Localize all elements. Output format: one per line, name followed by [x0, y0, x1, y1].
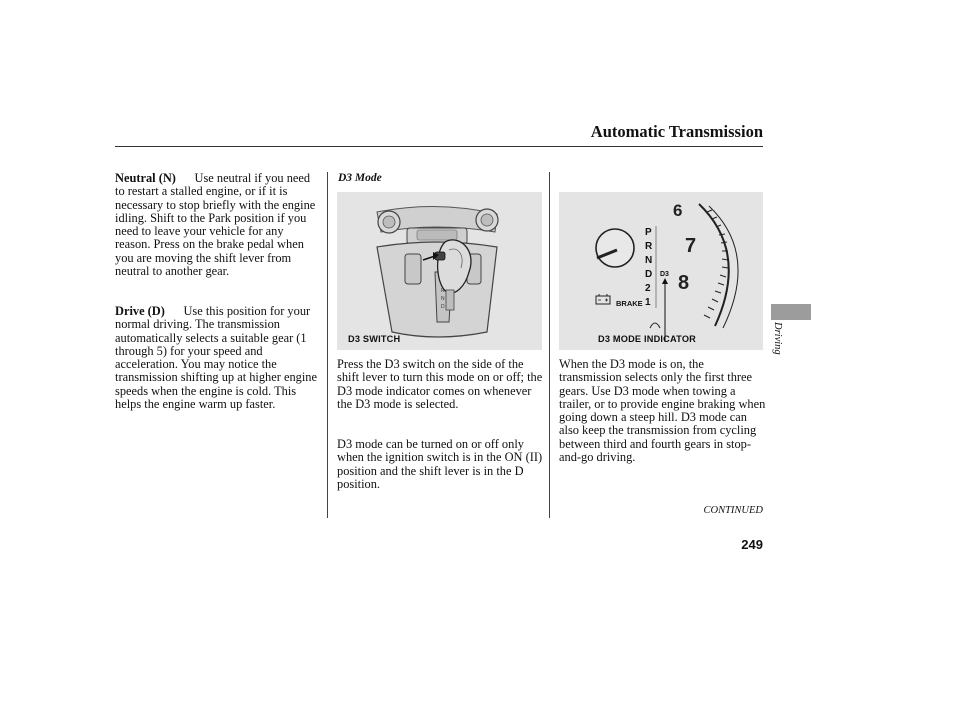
instrument-cluster-illustration — [559, 192, 763, 350]
neutral-lead: Neutral (N) — [115, 171, 176, 185]
svg-text:R: R — [441, 288, 445, 294]
gear-D: D — [645, 269, 653, 280]
d3-indicator-figure — [559, 192, 763, 350]
gear-R: R — [645, 241, 653, 252]
gear-N: N — [645, 255, 653, 266]
section-tab-label — [771, 322, 783, 372]
d3-switch-paragraph: Press the D3 switch on the side of the shift lever to turn this mode on or off; the D3 mode indicator comes on whenever the D3 mode is selected. — [337, 357, 543, 411]
svg-text:D: D — [441, 304, 445, 310]
neutral-paragraph — [115, 172, 321, 278]
d3-mode-heading: D3 Mode — [338, 172, 382, 184]
gear-P: P — [645, 227, 652, 238]
d3-indicator-tag: D3 — [660, 271, 669, 278]
page-number: 249 — [741, 537, 763, 552]
section-tab-text: Driving — [772, 322, 783, 355]
d3-switch-label: D3 SWITCH — [348, 334, 401, 344]
drive-paragraph — [115, 305, 321, 411]
column-divider-2 — [549, 172, 550, 518]
column-divider-1 — [327, 172, 328, 518]
gear-1: 1 — [645, 297, 651, 308]
battery-icon — [596, 294, 610, 304]
drive-lead: Drive (D) — [115, 304, 165, 318]
brake-warning-label: BRAKE — [616, 299, 643, 308]
continued-marker: CONTINUED — [703, 505, 763, 516]
tach-number-8: 8 — [678, 272, 690, 294]
shift-lever-illustration — [337, 192, 542, 350]
d3-mode-indicator-label: D3 MODE INDICATOR — [598, 334, 697, 344]
tach-number-6: 6 — [673, 201, 683, 220]
svg-text:N: N — [441, 296, 445, 302]
d3-switch-figure — [337, 192, 542, 350]
title-rule — [115, 146, 763, 147]
tach-number-7: 7 — [685, 235, 697, 257]
d3-mode-on-paragraph: When the D3 mode is on, the transmission selects only the first three gears. Use D3 mode when towing a trailer, or to provide engine braking when going down a steep hill. D3 mode can also keep the transmission from cycling between third and fourth gears in stop-and-go driving. — [559, 357, 766, 465]
section-tab — [771, 304, 811, 320]
neutral-text: Use neutral if you need to restart a stalled engine, or if it is necessary to stop briefly with the engine idling. Shift to the Park position if you need to leave your vehicle for any reason. Press on the brake pedal when you are moving the shift lever from neutral to another gear. — [115, 171, 316, 279]
d3-conditions-paragraph: D3 mode can be turned on or off only when the ignition switch is in the ON (II) position and the shift lever is in the D position. — [337, 437, 543, 491]
drive-text: Use this position for your normal driving. The transmission automatically selects a suitable gear (1 through 5) for your speed and acceleration. You may notice the transmission shifting up at higher engine speeds when the engine is cold. This helps the engine warm up faster. — [115, 304, 318, 412]
gear-2: 2 — [645, 283, 651, 294]
page-title: Automatic Transmission — [590, 122, 763, 141]
